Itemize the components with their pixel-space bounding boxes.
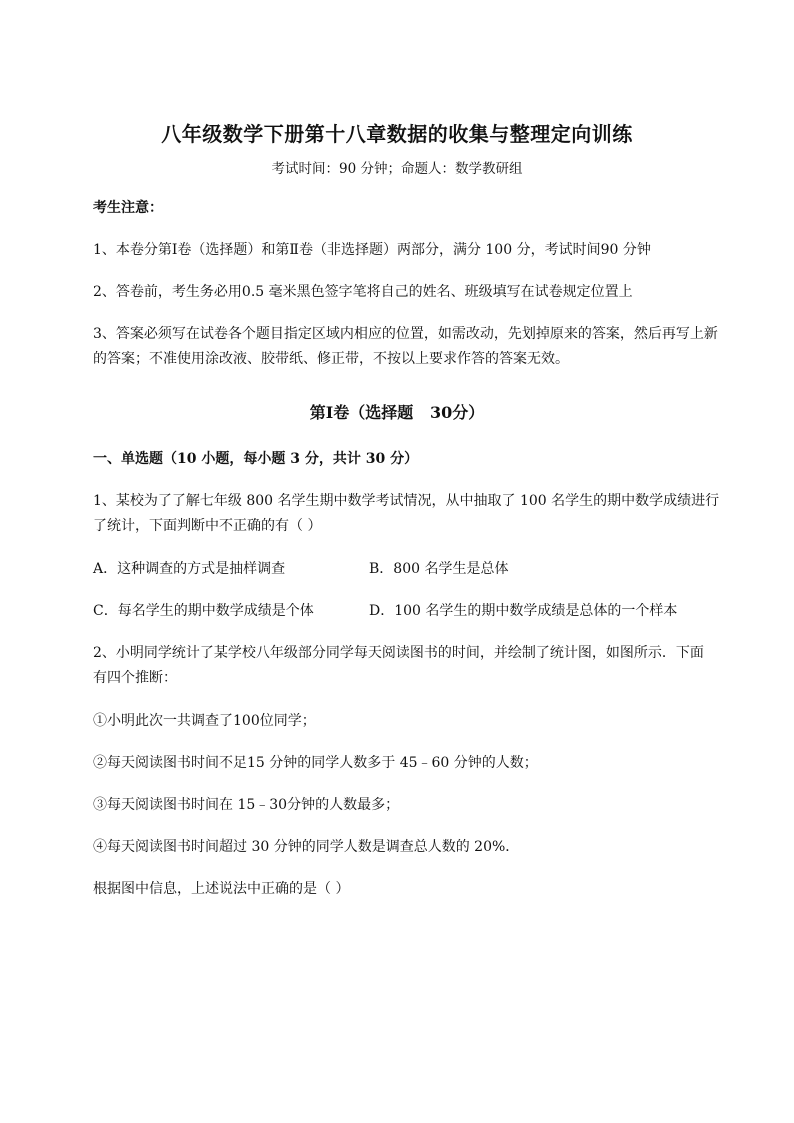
question-1-option-b: B．800 名学生是总体 xyxy=(369,561,509,577)
notice-item-1: 1、本卷分第Ⅰ卷（选择题）和第Ⅱ卷（非选择题）两部分，满分 100 分，考试时间90 分钟 xyxy=(93,242,651,258)
part-heading: 一、单选题（10 小题，每小题 3 分，共计 30 分） xyxy=(93,451,419,467)
question-1-stem: 1、某校为了了解七年级 800 名学生期中数学考试情况，从中抽取了 100 名学生的期中数学成绩进行 xyxy=(93,493,720,509)
exam-info: 考试时间：90 分钟；命题人：数学教研组 xyxy=(271,161,523,177)
page-title: 八年级数学下册第十八章数据的收集与整理定向训练 xyxy=(161,122,633,146)
question-2-statement-4: ④每天阅读图书时间超过 30 分钟的同学人数是调查总人数的 20%． xyxy=(93,839,520,855)
section-title: 第Ⅰ卷（选择题 30分） xyxy=(309,403,485,422)
question-1-stem-continued: 了统计，下面判断中不正确的有（ ） xyxy=(93,518,322,534)
question-2-statement-3: ③每天阅读图书时间在 15﹣30分钟的人数最多； xyxy=(93,797,400,813)
question-2-stem-continued: 有四个推断： xyxy=(93,670,177,686)
question-1-option-d: D．100 名学生的期中数学成绩是总体的一个样本 xyxy=(369,603,678,619)
notice-item-3: 3、答案必须写在试卷各个题目指定区域内相应的位置，如需改动，先划掉原来的答案，然后再写上新 xyxy=(93,326,718,342)
question-1-option-c: C．每名学生的期中数学成绩是个体 xyxy=(93,603,314,619)
notice-item-3-continued: 的答案；不准使用涂改液、胶带纸、修正带，不按以上要求作答的答案无效。 xyxy=(93,351,569,367)
question-2-statement-1: ①小明此次一共调查了100位同学； xyxy=(93,713,316,729)
question-2-statement-2: ②每天阅读图书时间不足15 分钟的同学人数多于 45﹣60 分钟的人数； xyxy=(93,755,538,771)
question-2-prompt: 根据图中信息，上述说法中正确的是（ ） xyxy=(93,881,350,897)
notice-heading: 考生注意： xyxy=(93,200,163,216)
question-1-option-a: A．这种调查的方式是抽样调查 xyxy=(93,561,286,577)
notice-item-2: 2、答卷前，考生务必用0.5 毫米黑色签字笔将自己的姓名、班级填写在试卷规定位置上 xyxy=(93,284,633,300)
question-2-stem: 2、小明同学统计了某学校八年级部分同学每天阅读图书的时间，并绘制了统计图，如图所示．下面 xyxy=(93,645,704,661)
